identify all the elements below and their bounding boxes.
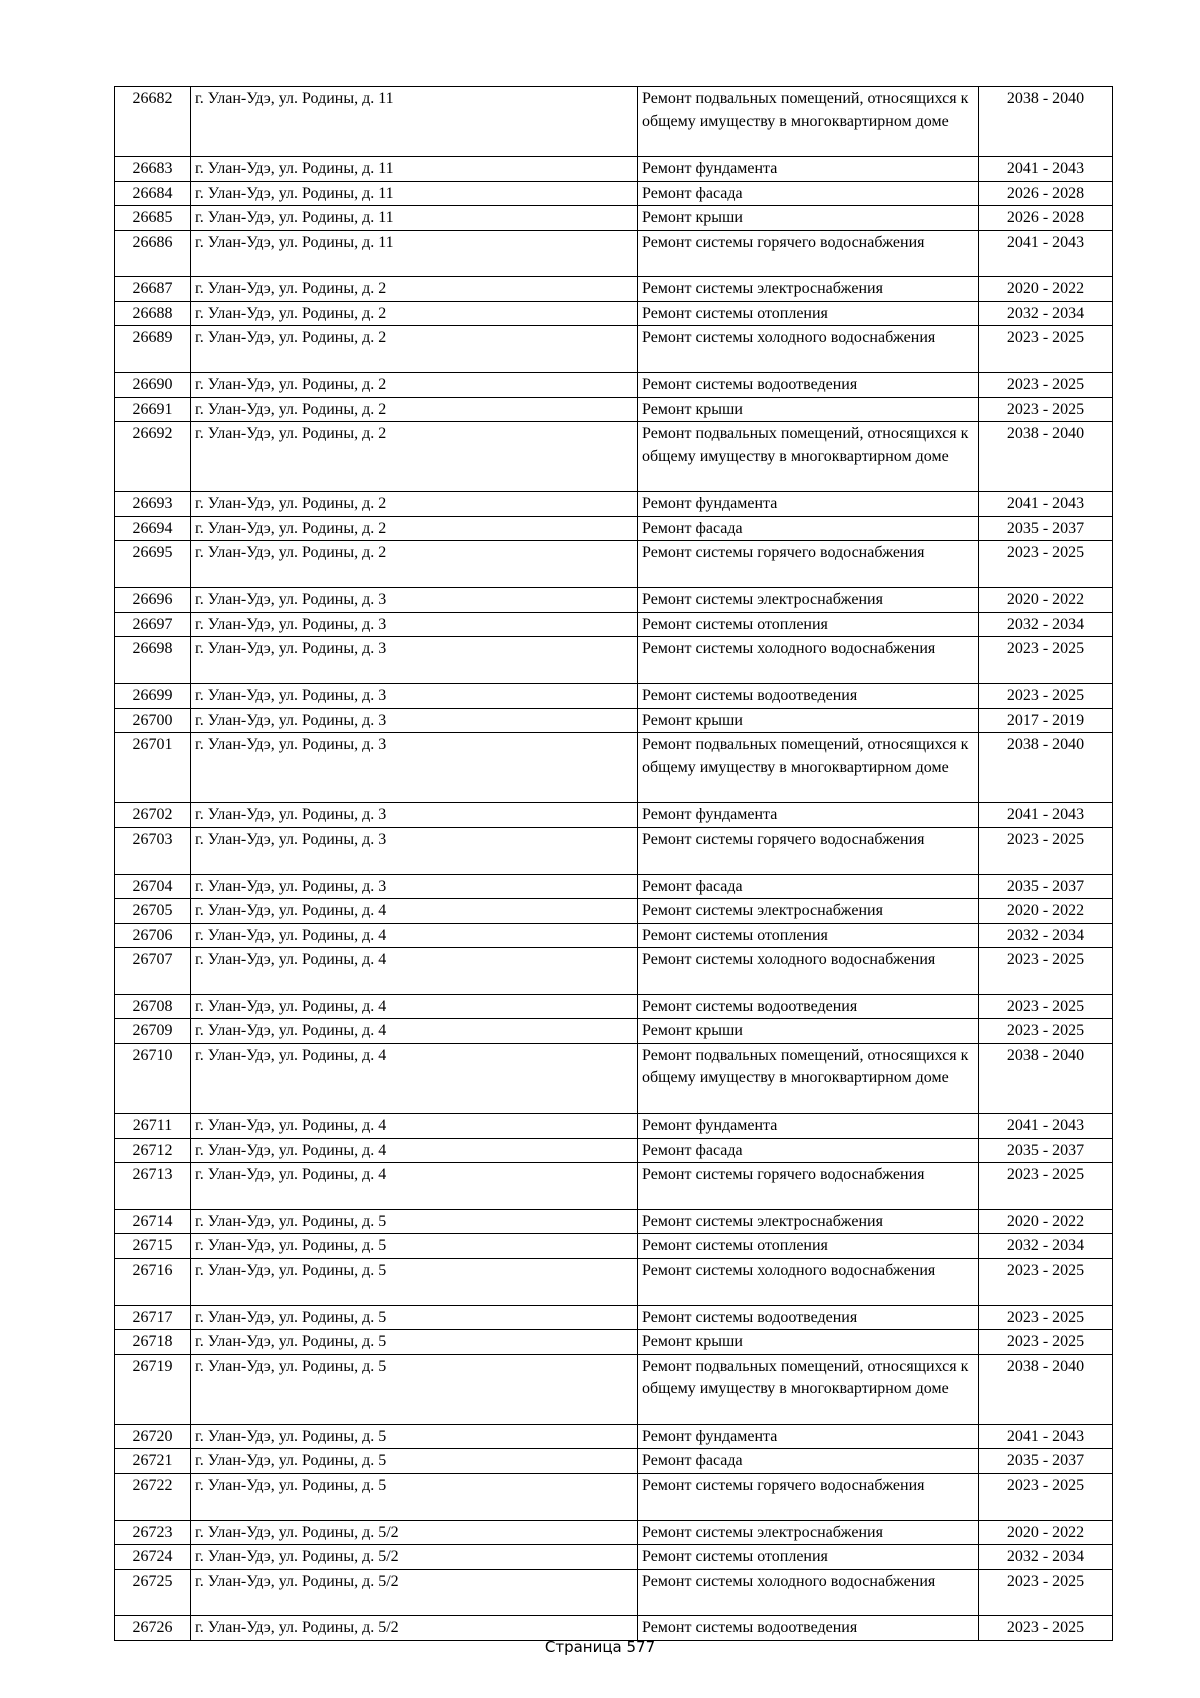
address-cell: г. Улан-Удэ, ул. Родины, д. 5 <box>191 1258 638 1305</box>
address-cell: г. Улан-Удэ, ул. Родины, д. 11 <box>191 87 638 157</box>
address-cell: г. Улан-Удэ, ул. Родины, д. 4 <box>191 1163 638 1210</box>
row-number: 26698 <box>115 637 191 684</box>
period-cell: 2041 - 2043 <box>979 803 1113 828</box>
address-cell: г. Улан-Удэ, ул. Родины, д. 2 <box>191 541 638 588</box>
row-number: 26694 <box>115 516 191 541</box>
table-row <box>115 1545 1113 1570</box>
table-row <box>115 1424 1113 1449</box>
period-cell: 2035 - 2037 <box>979 1138 1113 1163</box>
row-number: 26700 <box>115 708 191 733</box>
table-row <box>115 326 1113 373</box>
work-type-cell: Ремонт системы холодного водоснабжения <box>638 637 979 684</box>
work-type-cell: Ремонт системы отопления <box>638 923 979 948</box>
period-cell: 2020 - 2022 <box>979 588 1113 613</box>
work-type-cell: Ремонт системы холодного водоснабжения <box>638 1258 979 1305</box>
table-row <box>115 803 1113 828</box>
row-number: 26683 <box>115 157 191 182</box>
period-cell: 2038 - 2040 <box>979 422 1113 492</box>
address-cell: г. Улан-Удэ, ул. Родины, д. 2 <box>191 397 638 422</box>
work-type-cell: Ремонт системы водоотведения <box>638 1616 979 1641</box>
table-row <box>115 733 1113 803</box>
address-cell: г. Улан-Удэ, ул. Родины, д. 5 <box>191 1234 638 1259</box>
address-cell: г. Улан-Удэ, ул. Родины, д. 11 <box>191 157 638 182</box>
table-row <box>115 230 1113 277</box>
period-cell: 2035 - 2037 <box>979 1449 1113 1474</box>
work-type-cell: Ремонт крыши <box>638 206 979 231</box>
address-cell: г. Улан-Удэ, ул. Родины, д. 3 <box>191 637 638 684</box>
table-row <box>115 1209 1113 1234</box>
work-type-cell: Ремонт системы электроснабжения <box>638 1209 979 1234</box>
table-row <box>115 827 1113 874</box>
row-number: 26710 <box>115 1043 191 1113</box>
work-type-cell: Ремонт системы горячего водоснабжения <box>638 230 979 277</box>
address-cell: г. Улан-Удэ, ул. Родины, д. 3 <box>191 827 638 874</box>
work-type-cell: Ремонт подвальных помещений, относящихся к общему имуществу в многоквартирном доме <box>638 733 979 803</box>
address-cell: г. Улан-Удэ, ул. Родины, д. 4 <box>191 923 638 948</box>
period-cell: 2032 - 2034 <box>979 1234 1113 1259</box>
row-number: 26682 <box>115 87 191 157</box>
period-cell: 2038 - 2040 <box>979 733 1113 803</box>
page-number: Страница 577 <box>544 1638 656 1656</box>
row-number: 26721 <box>115 1449 191 1474</box>
row-number: 26706 <box>115 923 191 948</box>
row-number: 26692 <box>115 422 191 492</box>
row-number: 26685 <box>115 206 191 231</box>
row-number: 26709 <box>115 1019 191 1044</box>
work-type-cell: Ремонт подвальных помещений, относящихся к общему имуществу в многоквартирном доме <box>638 1043 979 1113</box>
period-cell: 2032 - 2034 <box>979 301 1113 326</box>
work-type-cell: Ремонт фундамента <box>638 492 979 517</box>
row-number: 26693 <box>115 492 191 517</box>
table-row <box>115 1449 1113 1474</box>
address-cell: г. Улан-Удэ, ул. Родины, д. 4 <box>191 948 638 995</box>
table-row <box>115 684 1113 709</box>
work-type-cell: Ремонт системы горячего водоснабжения <box>638 1163 979 1210</box>
work-type-cell: Ремонт системы отопления <box>638 301 979 326</box>
period-cell: 2041 - 2043 <box>979 492 1113 517</box>
row-number: 26707 <box>115 948 191 995</box>
period-cell: 2023 - 2025 <box>979 637 1113 684</box>
table-row <box>115 708 1113 733</box>
period-cell: 2023 - 2025 <box>979 397 1113 422</box>
work-type-cell: Ремонт системы водоотведения <box>638 684 979 709</box>
table-row <box>115 373 1113 398</box>
period-cell: 2023 - 2025 <box>979 1473 1113 1520</box>
table-row <box>115 422 1113 492</box>
address-cell: г. Улан-Удэ, ул. Родины, д. 5/2 <box>191 1569 638 1616</box>
work-type-cell: Ремонт системы водоотведения <box>638 1305 979 1330</box>
work-type-cell: Ремонт системы холодного водоснабжения <box>638 948 979 995</box>
table-row <box>115 1163 1113 1210</box>
address-cell: г. Улан-Удэ, ул. Родины, д. 4 <box>191 1114 638 1139</box>
row-number: 26695 <box>115 541 191 588</box>
address-cell: г. Улан-Удэ, ул. Родины, д. 5/2 <box>191 1545 638 1570</box>
row-number: 26708 <box>115 994 191 1019</box>
period-cell: 2020 - 2022 <box>979 1520 1113 1545</box>
work-type-cell: Ремонт системы водоотведения <box>638 994 979 1019</box>
table-row <box>115 1520 1113 1545</box>
work-type-cell: Ремонт системы горячего водоснабжения <box>638 541 979 588</box>
work-type-cell: Ремонт фасада <box>638 874 979 899</box>
table-row <box>115 1019 1113 1044</box>
table-row <box>115 1616 1113 1641</box>
row-number: 26704 <box>115 874 191 899</box>
period-cell: 2020 - 2022 <box>979 1209 1113 1234</box>
address-cell: г. Улан-Удэ, ул. Родины, д. 2 <box>191 516 638 541</box>
table-row <box>115 1330 1113 1355</box>
table-row <box>115 277 1113 302</box>
table-row <box>115 1473 1113 1520</box>
address-cell: г. Улан-Удэ, ул. Родины, д. 11 <box>191 206 638 231</box>
period-cell: 2023 - 2025 <box>979 948 1113 995</box>
work-type-cell: Ремонт фасада <box>638 181 979 206</box>
table-row <box>115 899 1113 924</box>
period-cell: 2023 - 2025 <box>979 326 1113 373</box>
table-row <box>115 994 1113 1019</box>
row-number: 26687 <box>115 277 191 302</box>
period-cell: 2032 - 2034 <box>979 1545 1113 1570</box>
period-cell: 2023 - 2025 <box>979 1616 1113 1641</box>
row-number: 26725 <box>115 1569 191 1616</box>
work-type-cell: Ремонт системы электроснабжения <box>638 1520 979 1545</box>
work-type-cell: Ремонт фасада <box>638 1449 979 1474</box>
address-cell: г. Улан-Удэ, ул. Родины, д. 2 <box>191 301 638 326</box>
table-row <box>115 948 1113 995</box>
row-number: 26697 <box>115 612 191 637</box>
table-row <box>115 588 1113 613</box>
period-cell: 2035 - 2037 <box>979 516 1113 541</box>
address-cell: г. Улан-Удэ, ул. Родины, д. 3 <box>191 874 638 899</box>
address-cell: г. Улан-Удэ, ул. Родины, д. 5 <box>191 1209 638 1234</box>
period-cell: 2020 - 2022 <box>979 899 1113 924</box>
table-row <box>115 1569 1113 1616</box>
address-cell: г. Улан-Удэ, ул. Родины, д. 5/2 <box>191 1616 638 1641</box>
work-type-cell: Ремонт системы электроснабжения <box>638 899 979 924</box>
period-cell: 2041 - 2043 <box>979 1424 1113 1449</box>
table-row <box>115 397 1113 422</box>
row-number: 26726 <box>115 1616 191 1641</box>
row-number: 26691 <box>115 397 191 422</box>
address-cell: г. Улан-Удэ, ул. Родины, д. 2 <box>191 326 638 373</box>
period-cell: 2038 - 2040 <box>979 1354 1113 1424</box>
address-cell: г. Улан-Удэ, ул. Родины, д. 4 <box>191 1138 638 1163</box>
table-row <box>115 181 1113 206</box>
row-number: 26714 <box>115 1209 191 1234</box>
row-number: 26720 <box>115 1424 191 1449</box>
period-cell: 2023 - 2025 <box>979 1330 1113 1355</box>
work-type-cell: Ремонт подвальных помещений, относящихся к общему имуществу в многоквартирном доме <box>638 87 979 157</box>
work-type-cell: Ремонт системы электроснабжения <box>638 588 979 613</box>
table-row <box>115 301 1113 326</box>
period-cell: 2023 - 2025 <box>979 994 1113 1019</box>
period-cell: 2023 - 2025 <box>979 373 1113 398</box>
work-type-cell: Ремонт системы горячего водоснабжения <box>638 1473 979 1520</box>
work-type-cell: Ремонт фундамента <box>638 803 979 828</box>
row-number: 26684 <box>115 181 191 206</box>
address-cell: г. Улан-Удэ, ул. Родины, д. 5 <box>191 1424 638 1449</box>
table-row <box>115 612 1113 637</box>
row-number: 26713 <box>115 1163 191 1210</box>
address-cell: г. Улан-Удэ, ул. Родины, д. 5 <box>191 1449 638 1474</box>
table-row <box>115 541 1113 588</box>
address-cell: г. Улан-Удэ, ул. Родины, д. 11 <box>191 181 638 206</box>
address-cell: г. Улан-Удэ, ул. Родины, д. 3 <box>191 708 638 733</box>
work-type-cell: Ремонт фундамента <box>638 1114 979 1139</box>
period-cell: 2032 - 2034 <box>979 612 1113 637</box>
address-cell: г. Улан-Удэ, ул. Родины, д. 4 <box>191 899 638 924</box>
period-cell: 2020 - 2022 <box>979 277 1113 302</box>
work-type-cell: Ремонт крыши <box>638 708 979 733</box>
table-row <box>115 1043 1113 1113</box>
table-row <box>115 874 1113 899</box>
row-number: 26690 <box>115 373 191 398</box>
address-cell: г. Улан-Удэ, ул. Родины, д. 2 <box>191 492 638 517</box>
period-cell: 2041 - 2043 <box>979 157 1113 182</box>
row-number: 26712 <box>115 1138 191 1163</box>
work-type-cell: Ремонт фасада <box>638 1138 979 1163</box>
address-cell: г. Улан-Удэ, ул. Родины, д. 5/2 <box>191 1520 638 1545</box>
row-number: 26696 <box>115 588 191 613</box>
work-type-cell: Ремонт крыши <box>638 1330 979 1355</box>
period-cell: 2032 - 2034 <box>979 923 1113 948</box>
period-cell: 2023 - 2025 <box>979 1569 1113 1616</box>
address-cell: г. Улан-Удэ, ул. Родины, д. 11 <box>191 230 638 277</box>
work-type-cell: Ремонт крыши <box>638 397 979 422</box>
address-cell: г. Улан-Удэ, ул. Родины, д. 2 <box>191 277 638 302</box>
row-number: 26722 <box>115 1473 191 1520</box>
table-row <box>115 206 1113 231</box>
table-row <box>115 1114 1113 1139</box>
period-cell: 2023 - 2025 <box>979 684 1113 709</box>
repair-schedule-table <box>114 86 1113 1641</box>
period-cell: 2023 - 2025 <box>979 541 1113 588</box>
table-row <box>115 516 1113 541</box>
table-row <box>115 1258 1113 1305</box>
work-type-cell: Ремонт системы водоотведения <box>638 373 979 398</box>
address-cell: г. Улан-Удэ, ул. Родины, д. 2 <box>191 373 638 398</box>
address-cell: г. Улан-Удэ, ул. Родины, д. 5 <box>191 1473 638 1520</box>
address-cell: г. Улан-Удэ, ул. Родины, д. 4 <box>191 994 638 1019</box>
period-cell: 2026 - 2028 <box>979 206 1113 231</box>
work-type-cell: Ремонт крыши <box>638 1019 979 1044</box>
row-number: 26717 <box>115 1305 191 1330</box>
work-type-cell: Ремонт подвальных помещений, относящихся к общему имуществу в многоквартирном доме <box>638 1354 979 1424</box>
row-number: 26705 <box>115 899 191 924</box>
address-cell: г. Улан-Удэ, ул. Родины, д. 5 <box>191 1354 638 1424</box>
work-type-cell: Ремонт системы электроснабжения <box>638 277 979 302</box>
row-number: 26699 <box>115 684 191 709</box>
table-row <box>115 1138 1113 1163</box>
period-cell: 2026 - 2028 <box>979 181 1113 206</box>
work-type-cell: Ремонт подвальных помещений, относящихся к общему имуществу в многоквартирном доме <box>638 422 979 492</box>
period-cell: 2041 - 2043 <box>979 1114 1113 1139</box>
row-number: 26716 <box>115 1258 191 1305</box>
period-cell: 2023 - 2025 <box>979 1163 1113 1210</box>
row-number: 26715 <box>115 1234 191 1259</box>
row-number: 26689 <box>115 326 191 373</box>
period-cell: 2023 - 2025 <box>979 827 1113 874</box>
period-cell: 2017 - 2019 <box>979 708 1113 733</box>
table-row <box>115 87 1113 157</box>
work-type-cell: Ремонт фундамента <box>638 157 979 182</box>
table-row <box>115 1234 1113 1259</box>
address-cell: г. Улан-Удэ, ул. Родины, д. 3 <box>191 803 638 828</box>
table-row <box>115 923 1113 948</box>
address-cell: г. Улан-Удэ, ул. Родины, д. 3 <box>191 588 638 613</box>
address-cell: г. Улан-Удэ, ул. Родины, д. 3 <box>191 733 638 803</box>
period-cell: 2041 - 2043 <box>979 230 1113 277</box>
address-cell: г. Улан-Удэ, ул. Родины, д. 4 <box>191 1043 638 1113</box>
work-type-cell: Ремонт системы холодного водоснабжения <box>638 1569 979 1616</box>
row-number: 26719 <box>115 1354 191 1424</box>
table-row <box>115 1305 1113 1330</box>
period-cell: 2023 - 2025 <box>979 1305 1113 1330</box>
row-number: 26702 <box>115 803 191 828</box>
row-number: 26723 <box>115 1520 191 1545</box>
table-row <box>115 637 1113 684</box>
period-cell: 2023 - 2025 <box>979 1019 1113 1044</box>
row-number: 26688 <box>115 301 191 326</box>
work-type-cell: Ремонт системы отопления <box>638 1234 979 1259</box>
work-type-cell: Ремонт фундамента <box>638 1424 979 1449</box>
table-row <box>115 492 1113 517</box>
row-number: 26686 <box>115 230 191 277</box>
row-number: 26718 <box>115 1330 191 1355</box>
work-type-cell: Ремонт системы отопления <box>638 1545 979 1570</box>
row-number: 26701 <box>115 733 191 803</box>
table-row <box>115 157 1113 182</box>
address-cell: г. Улан-Удэ, ул. Родины, д. 3 <box>191 684 638 709</box>
work-type-cell: Ремонт фасада <box>638 516 979 541</box>
period-cell: 2038 - 2040 <box>979 1043 1113 1113</box>
address-cell: г. Улан-Удэ, ул. Родины, д. 5 <box>191 1305 638 1330</box>
period-cell: 2038 - 2040 <box>979 87 1113 157</box>
table-row <box>115 1354 1113 1424</box>
work-type-cell: Ремонт системы холодного водоснабжения <box>638 326 979 373</box>
address-cell: г. Улан-Удэ, ул. Родины, д. 5 <box>191 1330 638 1355</box>
row-number: 26711 <box>115 1114 191 1139</box>
work-type-cell: Ремонт системы отопления <box>638 612 979 637</box>
row-number: 26703 <box>115 827 191 874</box>
address-cell: г. Улан-Удэ, ул. Родины, д. 2 <box>191 422 638 492</box>
period-cell: 2023 - 2025 <box>979 1258 1113 1305</box>
period-cell: 2035 - 2037 <box>979 874 1113 899</box>
row-number: 26724 <box>115 1545 191 1570</box>
work-type-cell: Ремонт системы горячего водоснабжения <box>638 827 979 874</box>
address-cell: г. Улан-Удэ, ул. Родины, д. 4 <box>191 1019 638 1044</box>
table-body <box>115 87 1113 1641</box>
address-cell: г. Улан-Удэ, ул. Родины, д. 3 <box>191 612 638 637</box>
